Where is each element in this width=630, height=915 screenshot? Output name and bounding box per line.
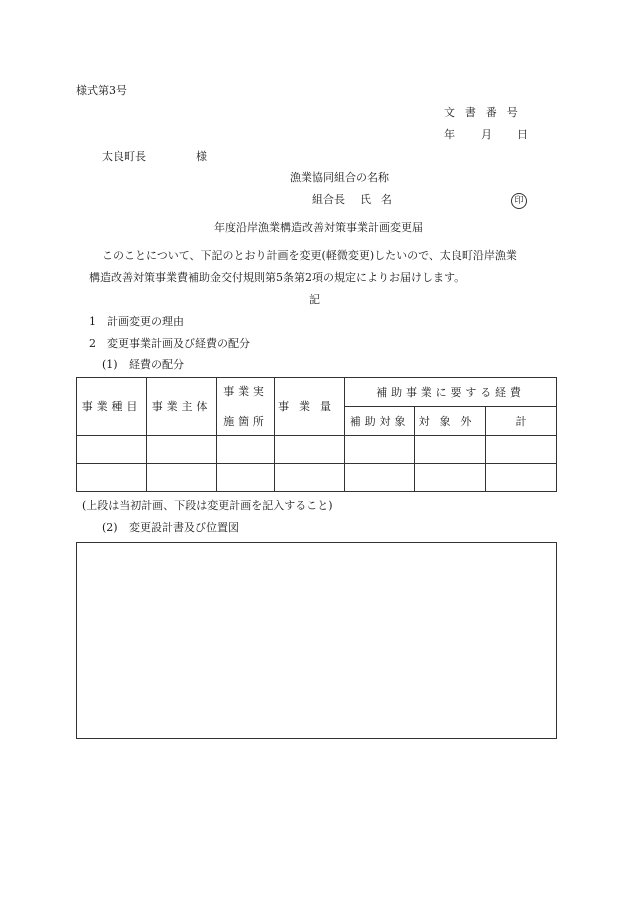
table-cell[interactable]: [486, 436, 557, 464]
section-2-number: 2: [89, 337, 96, 350]
table-cell[interactable]: [77, 464, 147, 492]
document-title: 年度沿岸漁業構造改善対策事業計画変更届: [214, 221, 423, 234]
table-cell[interactable]: [217, 464, 275, 492]
table-cell[interactable]: [217, 436, 275, 464]
table-header-row: [77, 378, 557, 407]
org-name-label: 漁業協同組合の名称: [290, 171, 389, 184]
document-number-label: 文書番号: [444, 106, 528, 119]
body-line-1: このことについて、下記のとおり計画を変更(軽微変更)したいので、太良町沿岸漁業: [102, 249, 517, 262]
section-2-2-number: (2): [102, 521, 118, 534]
date-year: 年: [444, 128, 455, 141]
header-business-entity: 事業主体: [147, 378, 217, 436]
section-2-1-label: 経費の配分: [129, 358, 184, 371]
table-cell[interactable]: [147, 464, 217, 492]
table-cell[interactable]: [275, 436, 345, 464]
seal-mark: 印: [511, 193, 527, 209]
chief-label: 組合長: [312, 193, 345, 206]
section-1-number: 1: [89, 315, 96, 328]
header-total: 計: [486, 407, 557, 436]
table-cell[interactable]: [275, 464, 345, 492]
header-business-type: 事業種目: [77, 378, 147, 436]
section-2-label: 変更事業計画及び経費の配分: [107, 337, 250, 350]
table-cell[interactable]: [415, 436, 486, 464]
addressee-name: 太良町長: [102, 150, 146, 163]
date-month: 月: [481, 128, 492, 141]
header-non-target: 対象外: [415, 407, 486, 436]
table-row: [77, 464, 557, 492]
body-line-2: 構造改善対策事業費補助金交付規則第5条第2項の規定によりお届けします。: [89, 271, 466, 284]
section-1-label: 計画変更の理由: [107, 315, 184, 328]
table-note: (上段は当初計画、下段は変更計画を記入すること): [82, 499, 333, 512]
header-subsidized-cost-group: 補助事業に要する経費: [345, 378, 557, 407]
date-day: 日: [517, 128, 528, 141]
header-site-line-2: 施箇所: [223, 415, 268, 428]
table-cell[interactable]: [77, 436, 147, 464]
name-label: 氏名: [360, 193, 402, 206]
form-number: 様式第3号: [76, 84, 127, 97]
ki-heading: 記: [309, 293, 320, 306]
table-row: [77, 436, 557, 464]
table-cell[interactable]: [486, 464, 557, 492]
design-and-location-drawing-area[interactable]: [76, 542, 557, 739]
table-cell[interactable]: [345, 436, 415, 464]
header-site-line-1: 事業実: [223, 385, 268, 398]
header-implementation-site: [217, 378, 275, 436]
cost-allocation-table: [76, 377, 557, 492]
section-2-2-label: 変更設計書及び位置図: [129, 521, 239, 534]
table-cell[interactable]: [345, 464, 415, 492]
table-cell[interactable]: [415, 464, 486, 492]
section-2-1-number: (1): [102, 358, 118, 371]
addressee-honorific: 様: [196, 150, 207, 163]
header-subsidy-target: 補助対象: [345, 407, 415, 436]
table-cell[interactable]: [147, 436, 217, 464]
header-business-amount: 事業量: [275, 378, 345, 436]
